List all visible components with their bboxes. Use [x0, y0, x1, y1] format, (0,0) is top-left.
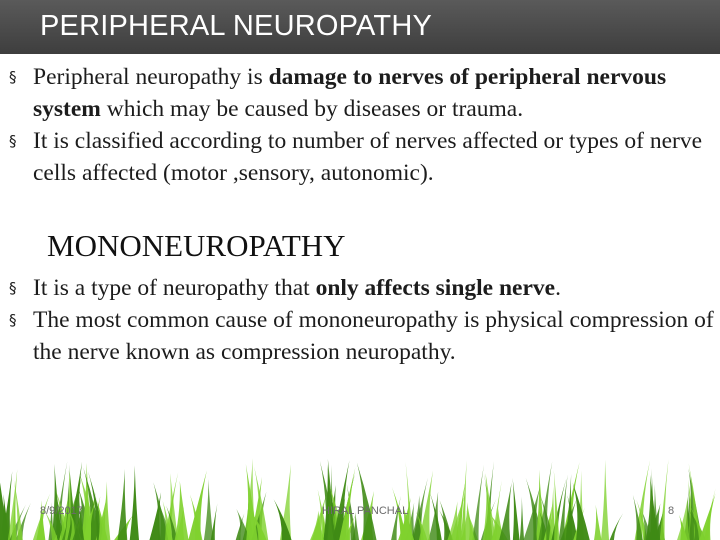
- bullet-marker: §: [9, 279, 17, 297]
- grass-blade: [357, 463, 377, 540]
- grass-blade: [610, 513, 624, 540]
- footer-date: 8/9/2017: [40, 505, 83, 517]
- grass-blade: [660, 459, 669, 540]
- grass-blade: [175, 481, 189, 540]
- grass-blade: [513, 478, 520, 540]
- grass-blade: [601, 460, 609, 540]
- section-bullet-list: [8, 272, 720, 368]
- bullet-text: The most common cause of mononeuropathy is physical compression of the nerve known as compression neuropathy.: [33, 307, 714, 365]
- bullet-emphasis: only affects single nerve: [315, 275, 556, 301]
- bullet-marker: §: [9, 132, 17, 150]
- bullet-text: which may be caused by diseases or trauma.: [100, 96, 524, 122]
- bullet-text: .: [555, 275, 561, 301]
- footer-page-number: 8: [668, 505, 675, 517]
- grass-decoration: [0, 455, 720, 540]
- bullet-marker: §: [9, 311, 17, 329]
- bullet-text: It is a type of neuropathy that: [33, 275, 316, 301]
- footer-author: HIRAL PANCHAL: [322, 505, 409, 517]
- intro-bullet-list: [8, 61, 720, 189]
- grass-blade: [520, 496, 524, 540]
- grass-blade: [130, 465, 139, 540]
- grass-blade: [483, 473, 496, 540]
- bullet-emphasis: damage to nerves of peripheral nervous system: [33, 64, 667, 122]
- grass-blade: [472, 465, 484, 540]
- slide-title: PERIPHERAL NEUROPATHY: [40, 10, 433, 42]
- bullet-text: It is classified according to number of nerves affected or types of nerve cells affected (motor ,sensory, autonomic).: [33, 128, 703, 186]
- bullet-item-classification: [8, 125, 720, 189]
- bullet-item-compression: [8, 304, 720, 368]
- bullet-item-single-nerve: [8, 272, 720, 304]
- grass-blade: [204, 479, 213, 540]
- grass-blade: [594, 505, 601, 540]
- grass-blade: [118, 469, 128, 540]
- grass-blade: [211, 503, 218, 540]
- grass-blade: [554, 470, 560, 540]
- section-heading: MONONEUROPATHY: [47, 228, 346, 263]
- bullet-text: Peripheral neuropathy is: [33, 64, 269, 90]
- bullet-marker: §: [9, 68, 17, 86]
- bullet-item-definition: [8, 61, 720, 125]
- title-bar: [0, 0, 720, 54]
